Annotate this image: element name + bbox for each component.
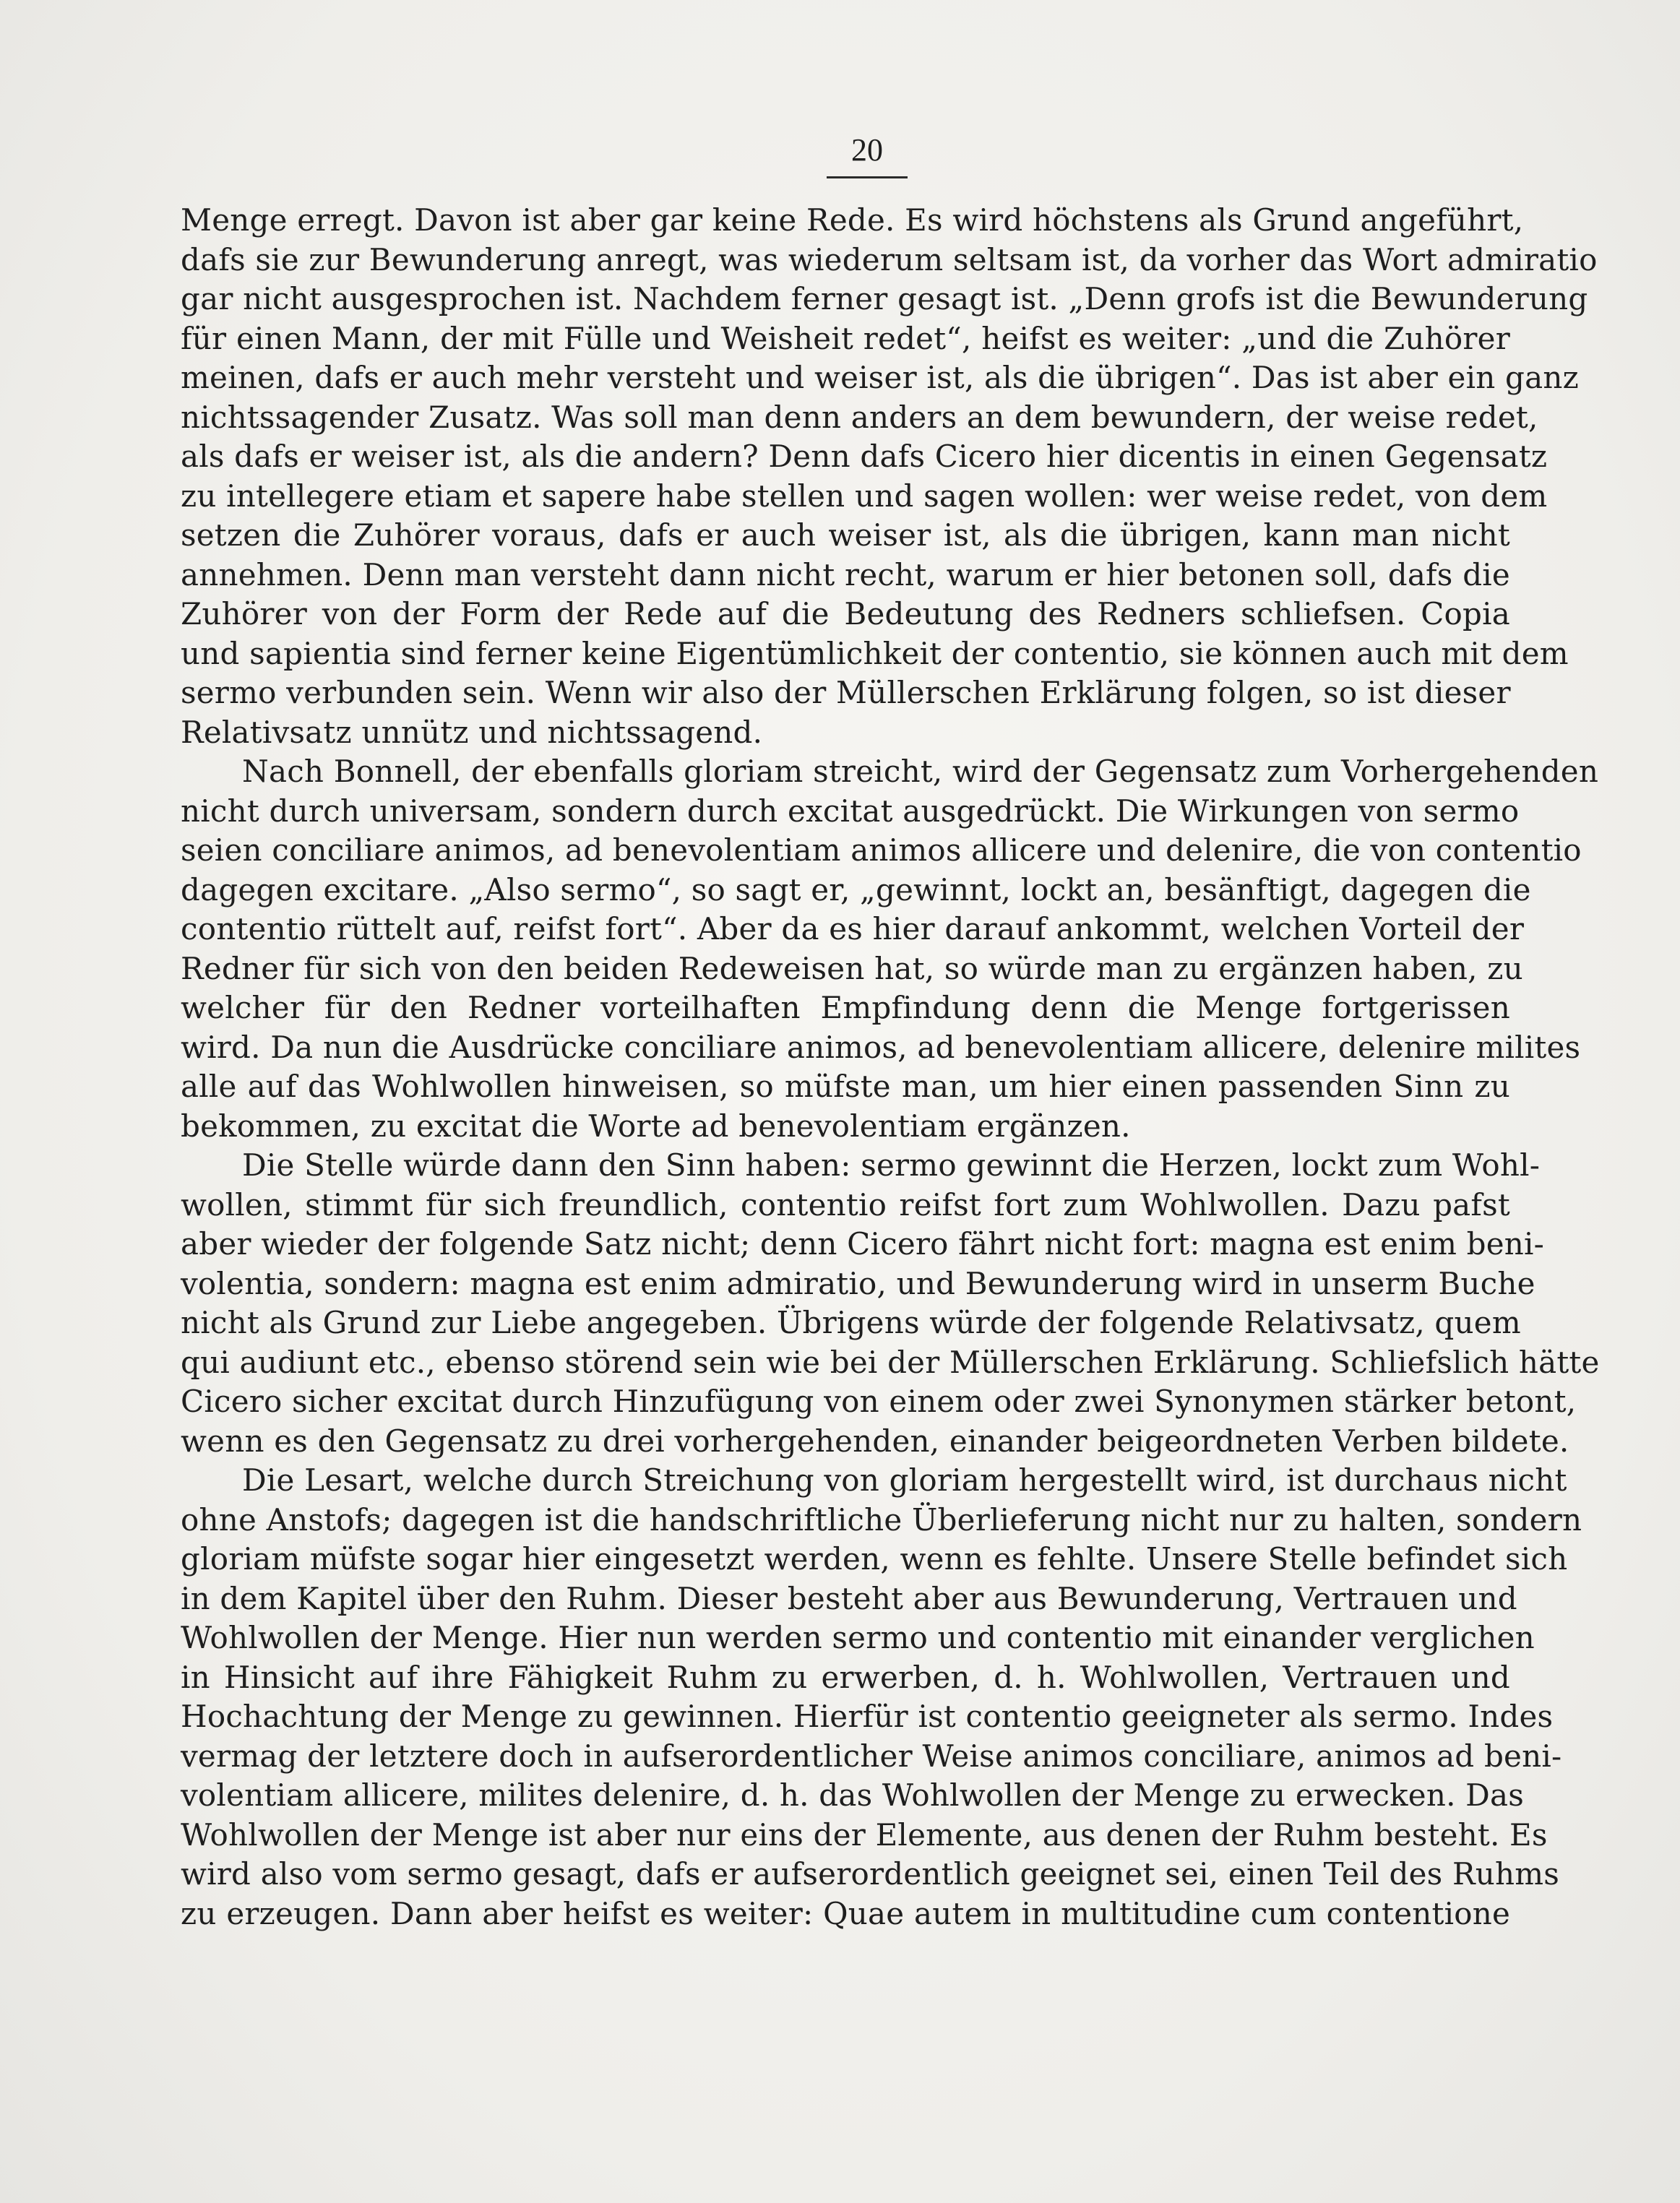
text-line: bekommen, zu excitat die Worte ad benevolentiam ergänzen.	[181, 1108, 1131, 1144]
text-line: wollen, stimmt für sich freundlich, contentio reifst fort zum Wohlwollen. Dazu pafst	[181, 1186, 1510, 1223]
text-line: alle auf das Wohlwollen hinweisen, so müfste man, um hier einen passenden Sinn zu	[181, 1069, 1510, 1104]
text-line: volentia, sondern: magna est enim admiratio, und Bewunderung wird in unserm Buche	[181, 1265, 1535, 1301]
text-line: nichtssagender Zusatz. Was soll man denn anders an dem bewundern, der weise redet,	[181, 399, 1538, 435]
text-line: gar nicht ausgesprochen ist. Nachdem ferner gesagt ist. „Denn grofs ist die Bewunderung	[181, 281, 1588, 316]
text-line: dagegen excitare. „Also sermo“, so sagt er, „gewinnt, lockt an, besänftigt, dagegen die	[181, 871, 1531, 908]
text-line: volentiam allicere, milites delenire, d. h. das Wohlwollen der Menge zu erwecken. Das	[181, 1777, 1525, 1813]
text-line: dafs sie zur Bewunderung anregt, was wiederum seltsam ist, da vorher das Wort admiratio	[181, 241, 1598, 277]
text-line: setzen die Zuhörer voraus, dafs er auch weiser ist, als die übrigen, kann man nicht	[181, 517, 1510, 553]
text-line: als dafs er weiser ist, als die andern? Denn dafs Cicero hier dicentis in einen Gegensatz	[181, 439, 1548, 474]
page-number: 20	[851, 132, 883, 168]
body-text	[181, 201, 1600, 1933]
page-number-rule	[827, 176, 908, 178]
text-line: wird. Da nun die Ausdrücke conciliare animos, ad benevolentiam allicere, delenire milites	[181, 1029, 1581, 1065]
text-line: qui audiunt etc., ebenso störend sein wie bei der Müllerschen Erklärung. Schliefslich hätte	[181, 1344, 1600, 1380]
text-line: seien conciliare animos, ad benevolentiam animos allicere und delenire, die von contentio	[181, 832, 1582, 868]
text-line: für einen Mann, der mit Fülle und Weisheit redet“, heifst es weiter: „und die Zuhörer	[181, 320, 1510, 356]
text-line: gloriam müfste sogar hier eingesetzt werden, wenn es fehlte. Unsere Stelle befindet sich	[181, 1541, 1568, 1577]
text-line: und sapientia sind ferner keine Eigentümlichkeit der contentio, sie können auch mit dem	[181, 635, 1569, 671]
text-line: Die Lesart, welche durch Streichung von gloriam hergestellt wird, ist durchaus nicht	[242, 1462, 1567, 1498]
text-line: Zuhörer von der Form der Rede auf die Bedeutung des Redners schliefsen. Copia	[181, 596, 1510, 631]
text-line: vermag der letztere doch in aufserordentlicher Weise animos conciliare, animos ad beni-	[181, 1738, 1562, 1774]
text-line: welcher für den Redner vorteilhaften Empfindung denn die Menge fortgerissen	[181, 990, 1510, 1025]
text-line: Menge erregt. Davon ist aber gar keine Rede. Es wird höchstens als Grund angeführt,	[181, 202, 1524, 238]
text-line: Die Stelle würde dann den Sinn haben: sermo gewinnt die Herzen, lockt zum Wohl-	[242, 1147, 1541, 1183]
text-line: in Hinsicht auf ihre Fähigkeit Ruhm zu erwerben, d. h. Wohlwollen, Vertrauen und	[181, 1659, 1510, 1695]
text-line: wenn es den Gegensatz zu drei vorhergehenden, einander beigeordneten Verben bildete.	[181, 1423, 1569, 1459]
text-line: Relativsatz unnütz und nichtssagend.	[181, 714, 763, 750]
text-line: sermo verbunden sein. Wenn wir also der Müllerschen Erklärung folgen, so ist dieser	[181, 675, 1511, 710]
text-line: Hochachtung der Menge zu gewinnen. Hierfür ist contentio geeigneter als sermo. Indes	[181, 1699, 1554, 1734]
text-line: meinen, dafs er auch mehr versteht und weiser ist, als die übrigen“. Das ist aber ein ganz	[181, 360, 1579, 395]
text-line: in dem Kapitel über den Ruhm. Dieser besteht aber aus Bewunderung, Vertrauen und	[181, 1580, 1517, 1616]
text-line: Redner für sich von den beiden Redeweisen hat, so würde man zu ergänzen haben, zu	[181, 950, 1523, 986]
page-header	[824, 130, 910, 178]
text-line: wird also vom sermo gesagt, dafs er aufserordentlich geeignet sei, einen Teil des Ruhms	[181, 1856, 1560, 1892]
text-line: aber wieder der folgende Satz nicht; denn Cicero fährt nicht fort: magna est enim beni-	[181, 1226, 1545, 1262]
text-line: zu intellegere etiam et sapere habe stellen und sagen wollen: wer weise redet, von dem	[181, 478, 1548, 514]
text-line: contentio rüttelt auf, reifst fort“. Aber da es hier darauf ankommt, welchen Vorteil der	[181, 911, 1525, 947]
text-line: zu erzeugen. Dann aber heifst es weiter: Quae autem in multitudine cum contentione	[181, 1895, 1510, 1931]
text-line: Nach Bonnell, der ebenfalls gloriam streicht, wird der Gegensatz zum Vorhergehenden	[242, 754, 1599, 789]
text-line: Cicero sicher excitat durch Hinzufügung von einem oder zwei Synonymen stärker betont,	[181, 1384, 1577, 1419]
text-line: ohne Anstofs; dagegen ist die handschriftliche Überlieferung nicht nur zu halten, sondern	[181, 1501, 1582, 1538]
text-line: nicht durch universam, sondern durch excitat ausgedrückt. Die Wirkungen von sermo	[181, 793, 1520, 829]
text-line: nicht als Grund zur Liebe angegeben. Übrigens würde der folgende Relativsatz, quem	[181, 1305, 1521, 1340]
text-line: annehmen. Denn man versteht dann nicht recht, warum er hier betonen soll, dafs die	[181, 556, 1510, 592]
text-line: Wohlwollen der Menge. Hier nun werden sermo und contentio mit einander verglichen	[181, 1620, 1535, 1655]
text-line: Wohlwollen der Menge ist aber nur eins der Elemente, aus denen der Ruhm besteht. Es	[181, 1816, 1548, 1853]
